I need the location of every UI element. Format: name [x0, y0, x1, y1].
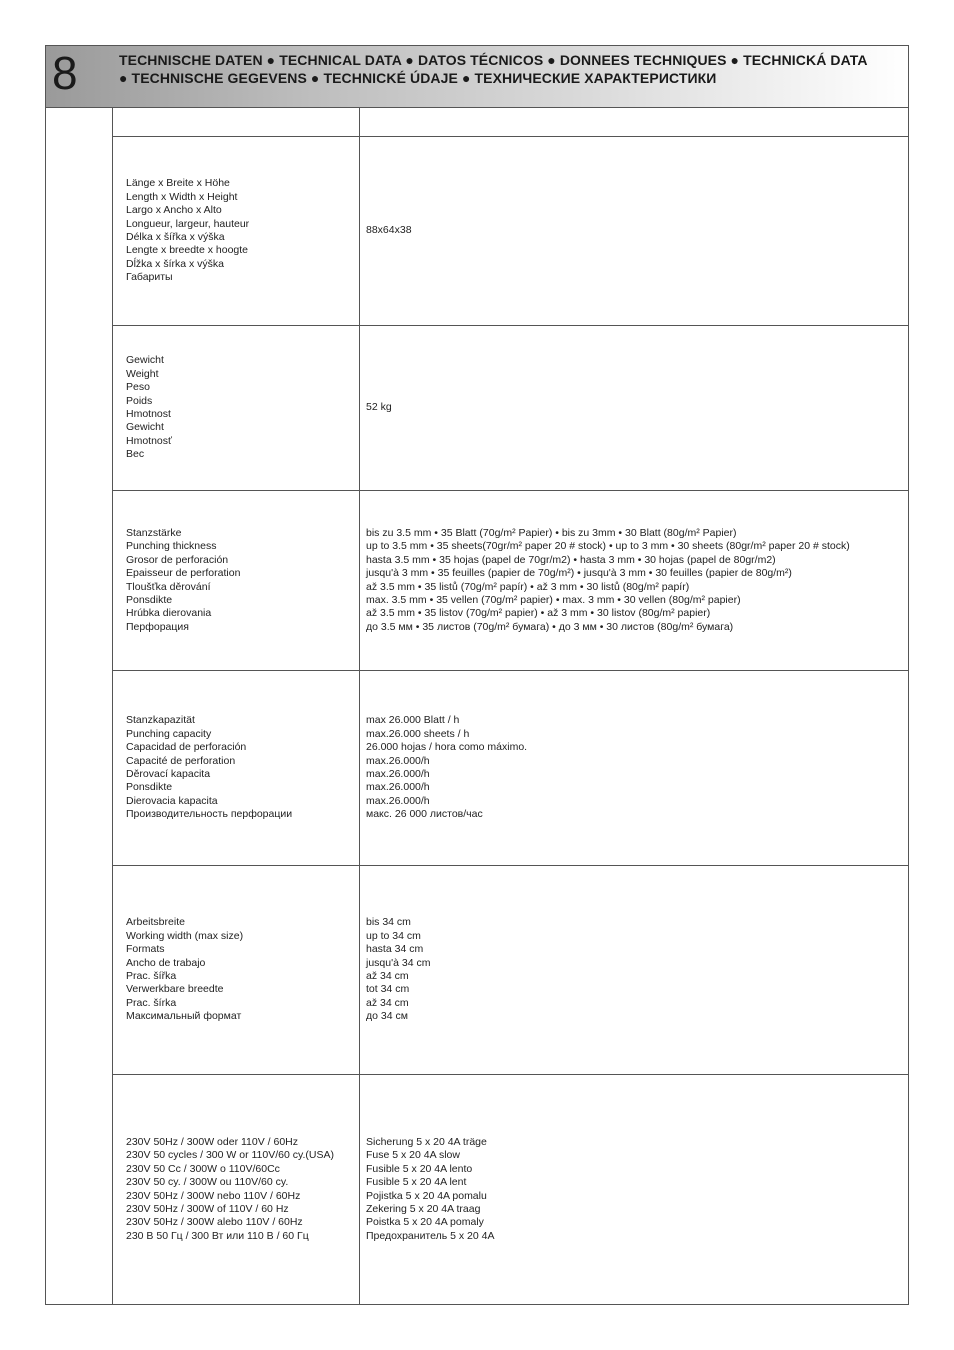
- spec-label-line: Ponsdikte: [126, 781, 173, 794]
- spec-label-line: Stanzstärke: [126, 526, 182, 539]
- spec-label-line: Formats: [126, 943, 165, 956]
- spec-row-punching-capacity: [113, 671, 908, 866]
- spec-label-line: Weight: [126, 367, 159, 380]
- spec-label-line: Working width (max size): [126, 929, 244, 942]
- spec-label-line: 230V 50Hz / 300W alebo 110V / 60Hz: [126, 1216, 303, 1229]
- spec-label-line: Capacité de perforation: [126, 754, 236, 767]
- spec-value-line: до 3.5 мм • 35 листов (70g/m² бумага) • до 3 мм • 30 листов (80g/m² бумага): [366, 620, 734, 633]
- spec-value-line: 26.000 hojas / hora como máximo.: [366, 741, 528, 754]
- spec-row-working-width: [113, 866, 908, 1075]
- spec-label-line: Epaisseur de perforation: [126, 567, 241, 580]
- spec-label-cell: [113, 491, 360, 670]
- spec-value-line: up to 3.5 mm • 35 sheets(70gr/m² paper 20 # stock) • up to 3 mm • 30 sheets (80gr/m² paper 20 # stock): [366, 540, 850, 553]
- spec-label-line: Punching thickness: [126, 540, 217, 553]
- spec-value-line: max.26.000/h: [366, 781, 430, 794]
- spec-value-line: Pojistka 5 x 20 4A pomalu: [366, 1189, 487, 1202]
- spec-value-line: 88x64x38: [366, 224, 412, 237]
- spec-label-cell: [113, 108, 360, 136]
- spec-value-line: max.26.000/h: [366, 794, 430, 807]
- spec-page-frame: [45, 45, 909, 1305]
- spec-value-line: bis zu 3.5 mm • 35 Blatt (70g/m² Papier) • bis zu 3mm • 30 Blatt (80g/m² Papier): [366, 526, 737, 539]
- spec-label-line: Вес: [126, 448, 145, 461]
- spec-label-cell: [113, 866, 360, 1074]
- spec-label-line: 230V 50Hz / 300W nebo 110V / 60Hz: [126, 1189, 301, 1202]
- spec-value-cell: [360, 137, 908, 325]
- spec-label-line: 230V 50 cycles / 300 W or 110V/60 cy.(USA): [126, 1149, 334, 1162]
- spec-value-line: hasta 34 cm: [366, 943, 424, 956]
- spec-label-line: Stanzkapazität: [126, 714, 195, 727]
- spec-value-line: jusqu'à 34 cm: [366, 956, 431, 969]
- spec-value-line: Fusible 5 x 20 4A lent: [366, 1176, 467, 1189]
- spec-label-cell: [113, 1075, 360, 1304]
- spec-value-cell: [360, 671, 908, 865]
- spec-value-line: max.26.000 sheets / h: [366, 727, 470, 740]
- spec-row-dimensions: [113, 137, 908, 326]
- spec-label-line: Hrúbka dierovania: [126, 607, 212, 620]
- spec-label-line: Gewicht: [126, 354, 164, 367]
- spec-label-line: Gewicht: [126, 421, 164, 434]
- spec-row-blank: [113, 108, 908, 137]
- spec-value-line: až 34 cm: [366, 970, 409, 982]
- spec-value-cell: [360, 108, 908, 136]
- spec-row-punching-thickness: [113, 491, 908, 671]
- spec-label-line: Longueur, largeur, hauteur: [126, 217, 250, 230]
- spec-label-line: Hmotnosť: [126, 434, 172, 447]
- spec-label-line: Punching capacity: [126, 727, 212, 740]
- spec-label-line: Hmotnost: [126, 408, 171, 420]
- spec-value-line: max 26.000 Blatt / h: [366, 714, 460, 727]
- spec-label-line: Length x Width x Height: [126, 190, 238, 203]
- spec-value-line: tot 34 cm: [366, 983, 410, 996]
- spec-label-line: Capacidad de perforación: [126, 741, 247, 754]
- spec-value-line: až 3.5 mm • 35 listů (70g/m² papír) • až 3 mm • 30 listů (80g/m² papír): [366, 580, 690, 593]
- spec-label-line: Poids: [126, 394, 153, 407]
- spec-label-line: Peso: [126, 381, 150, 394]
- spec-label-line: 230V 50 Cc / 300W o 110V/60Cc: [126, 1162, 280, 1175]
- spec-label-line: Максимальный формат: [126, 1010, 242, 1023]
- spec-value-line: hasta 3.5 mm • 35 hojas (papel de 70gr/m2) • hasta 3 mm • 30 hojas (papel de 80gr/m2): [366, 553, 776, 566]
- spec-value-cell: [360, 326, 908, 490]
- spec-label-line: Tloušťka děrování: [126, 580, 211, 593]
- spec-value-line: jusqu'à 3 mm • 35 feuilles (papier de 70g/m²) • jusqu'à 3 mm • 30 feuilles (papier de 80g/m²): [366, 567, 792, 580]
- spec-label-line: Länge x Breite x Höhe: [126, 177, 230, 190]
- spec-value-line: макс. 26 000 листов/час: [366, 808, 483, 821]
- spec-label-line: Dĺžka x šírka x výška: [126, 257, 225, 270]
- spec-label-line: 230V 50Hz / 300W oder 110V / 60Hz: [126, 1135, 298, 1148]
- chapter-number: 8: [52, 47, 78, 99]
- spec-label-line: 230 В 50 Гц / 300 Вт или 110 В / 60 Гц: [126, 1229, 309, 1242]
- spec-value-line: up to 34 cm: [366, 929, 421, 942]
- spec-value-line: až 34 cm: [366, 996, 409, 1009]
- spec-value-line: до 34 см: [366, 1010, 408, 1023]
- spec-label-cell: [113, 326, 360, 490]
- spec-label-line: Габариты: [126, 271, 173, 284]
- spec-label-line: Prac. šírka: [126, 996, 177, 1009]
- spec-label-line: Lengte x breedte x hoogte: [126, 244, 249, 257]
- spec-value-line: Sicherung 5 x 20 4A träge: [366, 1135, 487, 1148]
- spec-value-line: bis 34 cm: [366, 916, 411, 929]
- spec-value-cell: [360, 1075, 908, 1304]
- spec-value-line: max. 3.5 mm • 35 vellen (70g/m² papier) • max. 3 mm • 30 vellen (80g/m² papier): [366, 593, 741, 606]
- spec-label-line: Перфорация: [126, 620, 189, 633]
- spec-label-line: Ponsdikte: [126, 593, 173, 606]
- spec-label-line: Largo x Ancho x Alto: [126, 204, 222, 217]
- spec-label-line: 230V 50Hz / 300W of 110V / 60 Hz: [126, 1202, 289, 1215]
- spec-label-line: Dierovacia kapacita: [126, 794, 218, 807]
- spec-label-line: Délka x šířka x výška: [126, 231, 225, 243]
- spec-label-line: Děrovací kapacita: [126, 768, 211, 780]
- spec-label-line: Ancho de trabajo: [126, 956, 206, 969]
- spec-value-line: Zekering 5 x 20 4A traag: [366, 1202, 481, 1215]
- spec-label-line: Grosor de perforación: [126, 553, 229, 566]
- spec-label-line: Производительность перфорации: [126, 808, 293, 821]
- spec-value-cell: [360, 491, 908, 670]
- spec-label-cell: [113, 671, 360, 865]
- spec-table: [113, 108, 908, 1304]
- spec-label-line: Prac. šířka: [126, 970, 177, 982]
- section-title: TECHNISCHE DATEN ● TECHNICAL DATA ● DATOS TÉCNICOS ● DONNEES TECHNIQUES ● TECHNICKÁ DATA ● TECHNISCHE GEGEVENS ● TECHNICKÉ ÚDAJE ● ТЕХНИЧЕСКИЕ ХАРАКТЕРИСТИКИ: [119, 52, 868, 86]
- spec-value-cell: [360, 866, 908, 1074]
- spec-value-line: Fuse 5 x 20 4A slow: [366, 1149, 460, 1162]
- spec-value-line: Предохранитель 5 x 20 4A: [366, 1229, 495, 1242]
- spec-value-line: 52 kg: [366, 401, 392, 414]
- spec-label-line: Verwerkbare breedte: [126, 983, 224, 996]
- spec-value-line: až 3.5 mm • 35 listov (70g/m² papier) • až 3 mm • 30 listov (80g/m² papier): [366, 607, 711, 620]
- spec-label-line: 230V 50 cy. / 300W ou 110V/60 cy.: [126, 1176, 289, 1189]
- spec-row-weight: [113, 326, 908, 491]
- spec-value-line: max.26.000/h: [366, 754, 430, 767]
- spec-row-power: [113, 1075, 908, 1304]
- spec-label-line: Arbeitsbreite: [126, 916, 185, 929]
- section-header: [46, 46, 908, 108]
- spec-value-line: max.26.000/h: [366, 768, 430, 780]
- spec-label-cell: [113, 137, 360, 325]
- spec-value-line: Poistka 5 x 20 4A pomaly: [366, 1216, 484, 1229]
- spec-value-line: Fusible 5 x 20 4A lento: [366, 1162, 473, 1175]
